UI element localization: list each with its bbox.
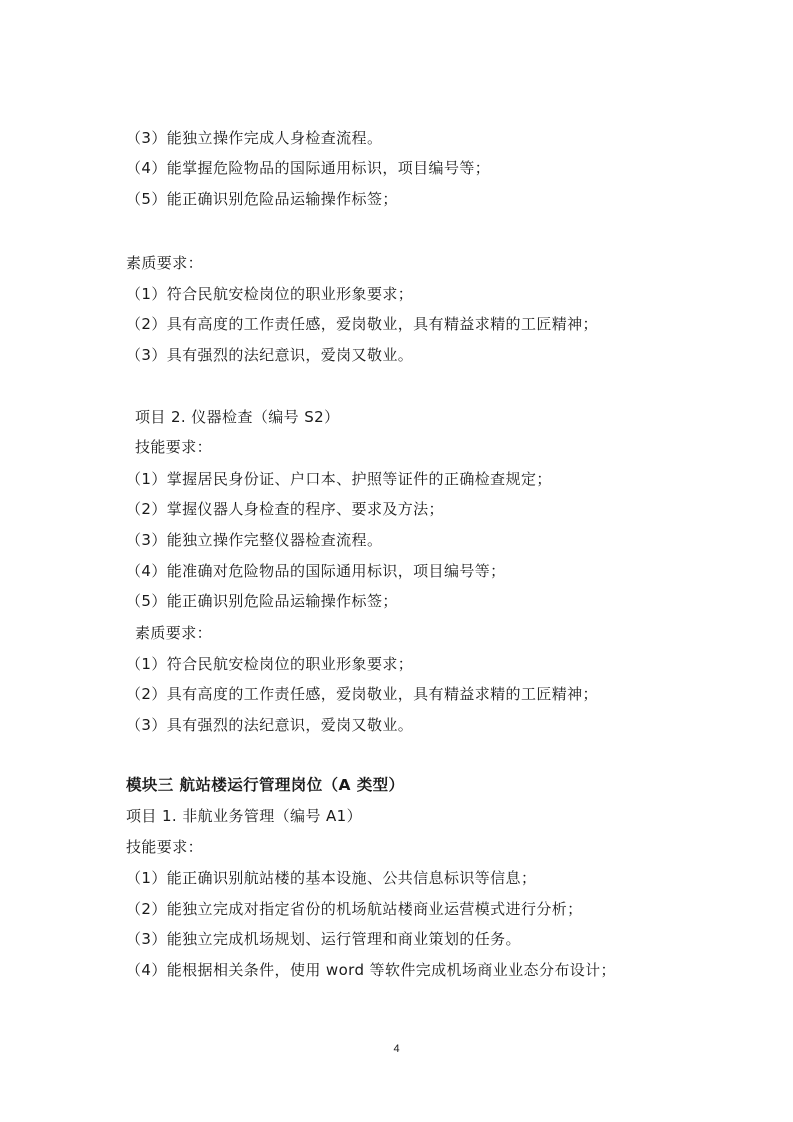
list-item: （2）具有高度的工作责任感，爱岗敬业，具有精益求精的工匠精神； xyxy=(126,685,598,703)
list-item: （5）能正确识别危险品运输操作标签； xyxy=(126,190,398,208)
list-item: （2）能独立完成对指定省份的机场航站楼商业运营模式进行分析； xyxy=(126,900,583,918)
project-title: 项目 1. 非航业务管理（编号 A1） xyxy=(126,807,363,825)
section-heading: 素质要求： xyxy=(135,624,213,642)
list-item: （3）能独立操作完成人身检查流程。 xyxy=(126,129,383,147)
list-item: （4）能根据相关条件，使用 word 等软件完成机场商业业态分布设计； xyxy=(126,961,616,979)
list-item: （4）能掌握危险物品的国际通用标识，项目编号等； xyxy=(126,159,491,177)
list-item: （3）能独立完成机场规划、运行管理和商业策划的任务。 xyxy=(126,930,521,948)
list-item: （2）具有高度的工作责任感，爱岗敬业，具有精益求精的工匠精神； xyxy=(126,315,598,333)
list-item: （1）符合民航安检岗位的职业形象要求； xyxy=(126,655,414,673)
section-heading: 素质要求： xyxy=(126,254,204,272)
list-item: （5）能正确识别危险品运输操作标签； xyxy=(126,592,398,610)
section-heading: 技能要求： xyxy=(126,838,204,856)
list-item: （1）掌握居民身份证、户口本、护照等证件的正确检查规定； xyxy=(126,470,552,488)
page-number: 4 xyxy=(393,1043,400,1055)
list-item: （3）具有强烈的法纪意识，爱岗又敬业。 xyxy=(126,716,414,734)
project-title: 项目 2. 仪器检查（编号 S2） xyxy=(135,408,340,426)
list-item: （2）掌握仪器人身检查的程序、要求及方法； xyxy=(126,500,444,518)
list-item: （1）能正确识别航站楼的基本设施、公共信息标识等信息； xyxy=(126,869,537,887)
list-item: （3）具有强烈的法纪意识，爱岗又敬业。 xyxy=(126,346,414,364)
list-item: （3）能独立操作完整仪器检查流程。 xyxy=(126,531,383,549)
list-item: （1）符合民航安检岗位的职业形象要求； xyxy=(126,285,414,303)
module-title: 模块三 航站楼运行管理岗位（A 类型） xyxy=(126,776,405,794)
list-item: （4）能准确对危险物品的国际通用标识，项目编号等； xyxy=(126,562,506,580)
section-heading: 技能要求： xyxy=(135,438,213,456)
